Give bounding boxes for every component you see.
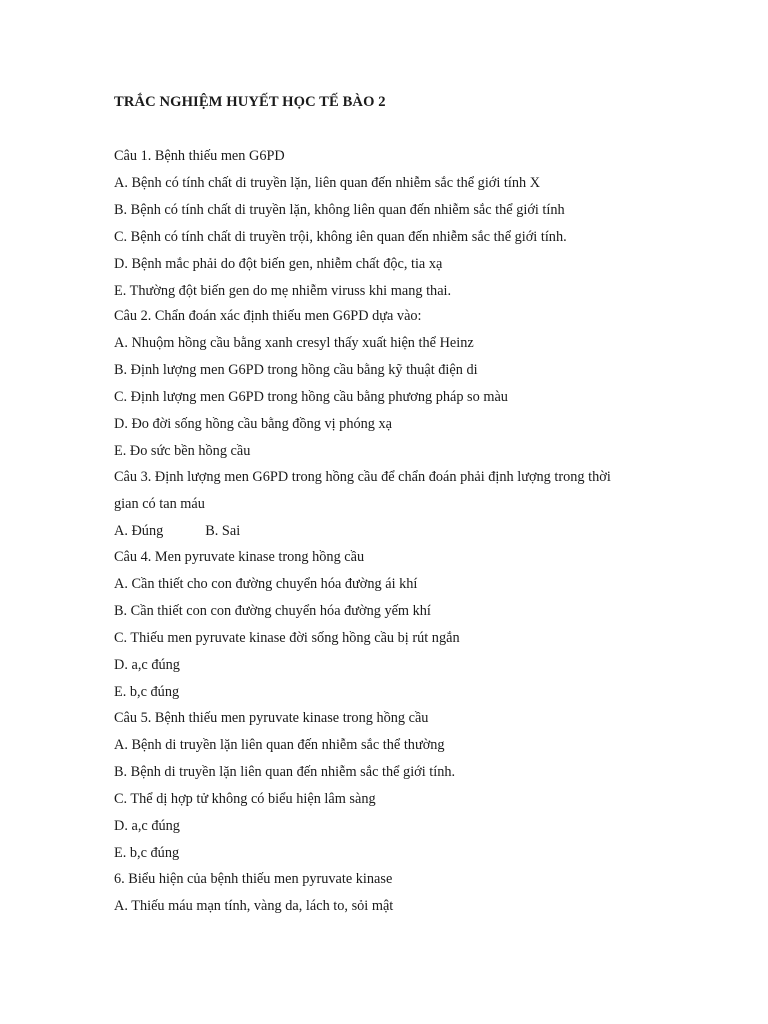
question-3: Câu 3. Định lượng men G6PD trong hồng cầu để chẩn đoán phải định lượng trong thời: [114, 469, 611, 485]
answer-5d: D. a,c đúng: [114, 818, 180, 834]
answer-5c: C. Thể dị hợp tử không có biểu hiện lâm sàng: [114, 791, 376, 807]
answer-3a: A. Đúng: [114, 523, 164, 539]
answer-5e: E. b,c đúng: [114, 845, 180, 861]
answer-1e: E. Thường đột biến gen do mẹ nhiễm viruss khi mang thai.: [114, 283, 452, 299]
answer-4b: B. Cần thiết con con đường chuyển hóa đường yếm khí: [114, 603, 431, 619]
question-1: Câu 1. Bệnh thiếu men G6PD: [114, 148, 285, 164]
answer-2d: D. Đo đời sống hồng cầu bằng đồng vị phóng xạ: [114, 416, 392, 432]
answer-2c: C. Định lượng men G6PD trong hồng cầu bằng phương pháp so màu: [114, 389, 508, 405]
answer-1a: A. Bệnh có tính chất di truyền lặn, liên quan đến nhiễm sắc thể giới tính X: [114, 175, 541, 191]
question-6: 6. Biểu hiện của bệnh thiếu men pyruvate kinase: [114, 871, 393, 887]
answer-1b: B. Bệnh có tính chất di truyền lặn, không liên quan đến nhiễm sắc thể giới tính: [114, 202, 565, 218]
answer-4a: A. Cần thiết cho con đường chuyển hóa đường ái khí: [114, 576, 418, 592]
answer-3b: B. Sai: [205, 523, 241, 539]
answer-3-row: [114, 523, 240, 540]
question-4: Câu 4. Men pyruvate kinase trong hồng cầu: [114, 549, 365, 565]
question-5: Câu 5. Bệnh thiếu men pyruvate kinase trong hồng cầu: [114, 710, 429, 726]
answer-5b: B. Bệnh di truyền lặn liên quan đến nhiễm sắc thể giới tính.: [114, 764, 456, 780]
answer-1d: D. Bệnh mắc phải do đột biến gen, nhiễm chất độc, tia xạ: [114, 256, 443, 272]
answer-5a: A. Bệnh di truyền lặn liên quan đến nhiễm sắc thể thường: [114, 737, 445, 753]
answer-1c: C. Bệnh có tính chất di truyền trội, không iên quan đến nhiễm sắc thể giới tính.: [114, 229, 567, 245]
answer-4d: D. a,c đúng: [114, 657, 180, 673]
question-3-continued: gian có tan máu: [114, 496, 205, 512]
document-title: TRẮC NGHIỆM HUYẾT HỌC TẾ BÀO 2: [114, 94, 386, 110]
question-2: Câu 2. Chẩn đoán xác định thiếu men G6PD dựa vào:: [114, 308, 422, 324]
answer-6a: A. Thiếu máu mạn tính, vàng da, lách to, sỏi mật: [114, 898, 394, 914]
answer-2a: A. Nhuộm hồng cầu bằng xanh cresyl thấy xuất hiện thể Heinz: [114, 335, 474, 351]
answer-2b: B. Định lượng men G6PD trong hồng cầu bằng kỹ thuật điện di: [114, 362, 478, 378]
answer-2e: E. Đo sức bền hồng cầu: [114, 443, 251, 459]
answer-4e: E. b,c đúng: [114, 684, 180, 700]
answer-4c: C. Thiếu men pyruvate kinase đời sống hồng cầu bị rút ngắn: [114, 630, 460, 646]
